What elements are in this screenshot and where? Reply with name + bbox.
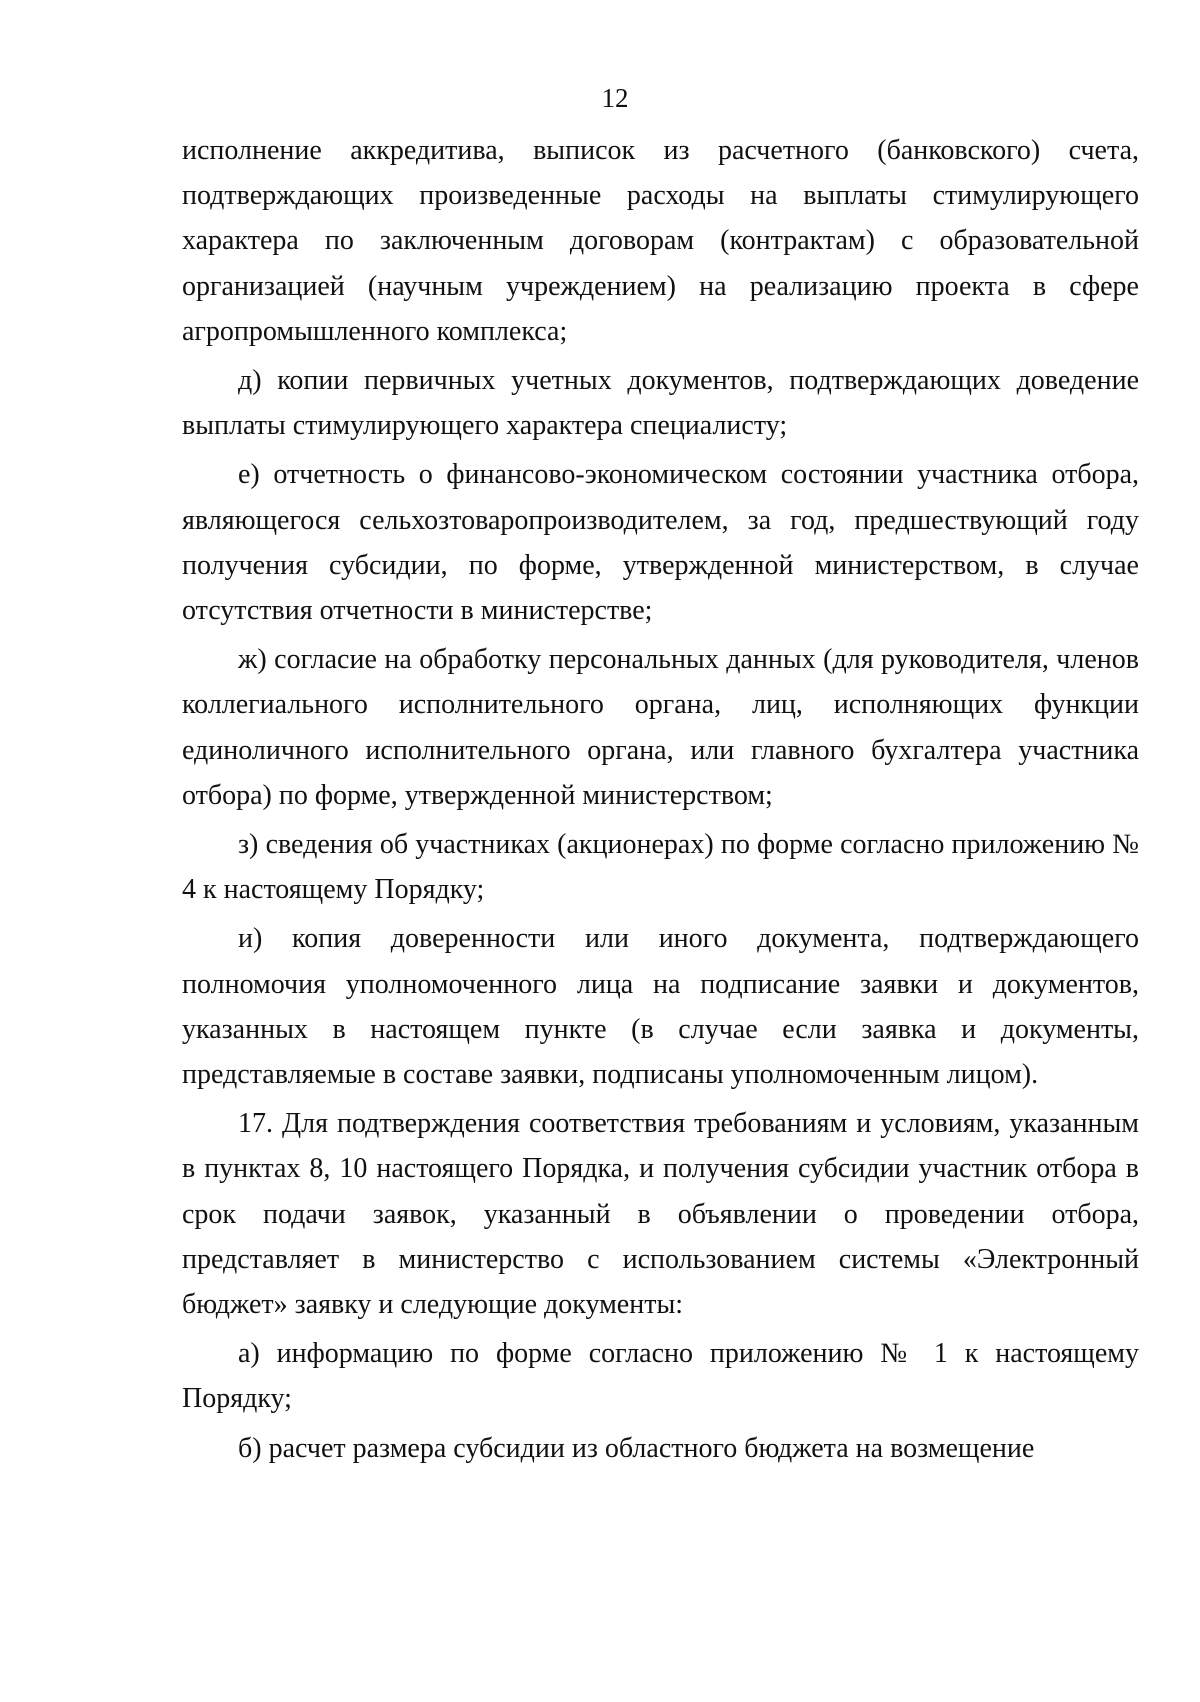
paragraph-item-a: а) информацию по форме согласно приложению № 1 к настоящему Порядку; [182, 1338, 1139, 1415]
paragraph-item-z: з) сведения об участниках (акционерах) по форме согласно приложению № 4 к настоящему Порядку; [182, 829, 1139, 906]
paragraph-item-d: д) копии первичных учетных документов, подтверждающих доведение выплаты стимулирующего характера специалисту; [182, 365, 1139, 442]
paragraph-item-i: и) копия доверенности или иного документа, подтверждающего полномочия уполномоченного лица на подписание заявки и документов, указанных в настоящем пункте (в случае если заявка и документы, представляемые в составе заявки, подписаны уполномоченным лицом). [182, 923, 1139, 1091]
document-body [182, 128, 1139, 1475]
paragraph-clause-17: 17. Для подтверждения соответствия требованиям и условиям, указанным в пунктах 8, 10 настоящего Порядка, и получения субсидии участник отбора в срок подачи заявок, указанный в объявлении о проведении отбора, представляет в министерство с использованием системы «Электронный бюджет» заявку и следующие документы: [182, 1108, 1139, 1321]
page-number: 12 [601, 83, 629, 113]
paragraph-item-b: б) расчет размера субсидии из областного бюджета на возмещение [238, 1432, 1035, 1464]
paragraph-item-zh: ж) согласие на обработку персональных данных (для руководителя, членов коллегиального исполнительного органа, лиц, исполняющих функции единоличного исполнительного органа, или главного бухгалтера участника отбора) по форме, утвержденной министерством; [182, 644, 1139, 811]
paragraph-continuation: исполнение аккредитива, выписок из расчетного (банковского) счета, подтверждающих произведенные расходы на выплаты стимулирующего характера по заключенным договорам (контрактам) с образовательной организацией (научным учреждением) на реализацию проекта в сфере агропромышленного комплекса; [182, 135, 1139, 347]
paragraph-item-e: е) отчетность о финансово-экономическом состоянии участника отбора, являющегося сельхозтоваропроизводителем, за год, предшествующий году получения субсидии, по форме, утвержденной министерством, в случае отсутствия отчетности в министерстве; [182, 459, 1139, 627]
